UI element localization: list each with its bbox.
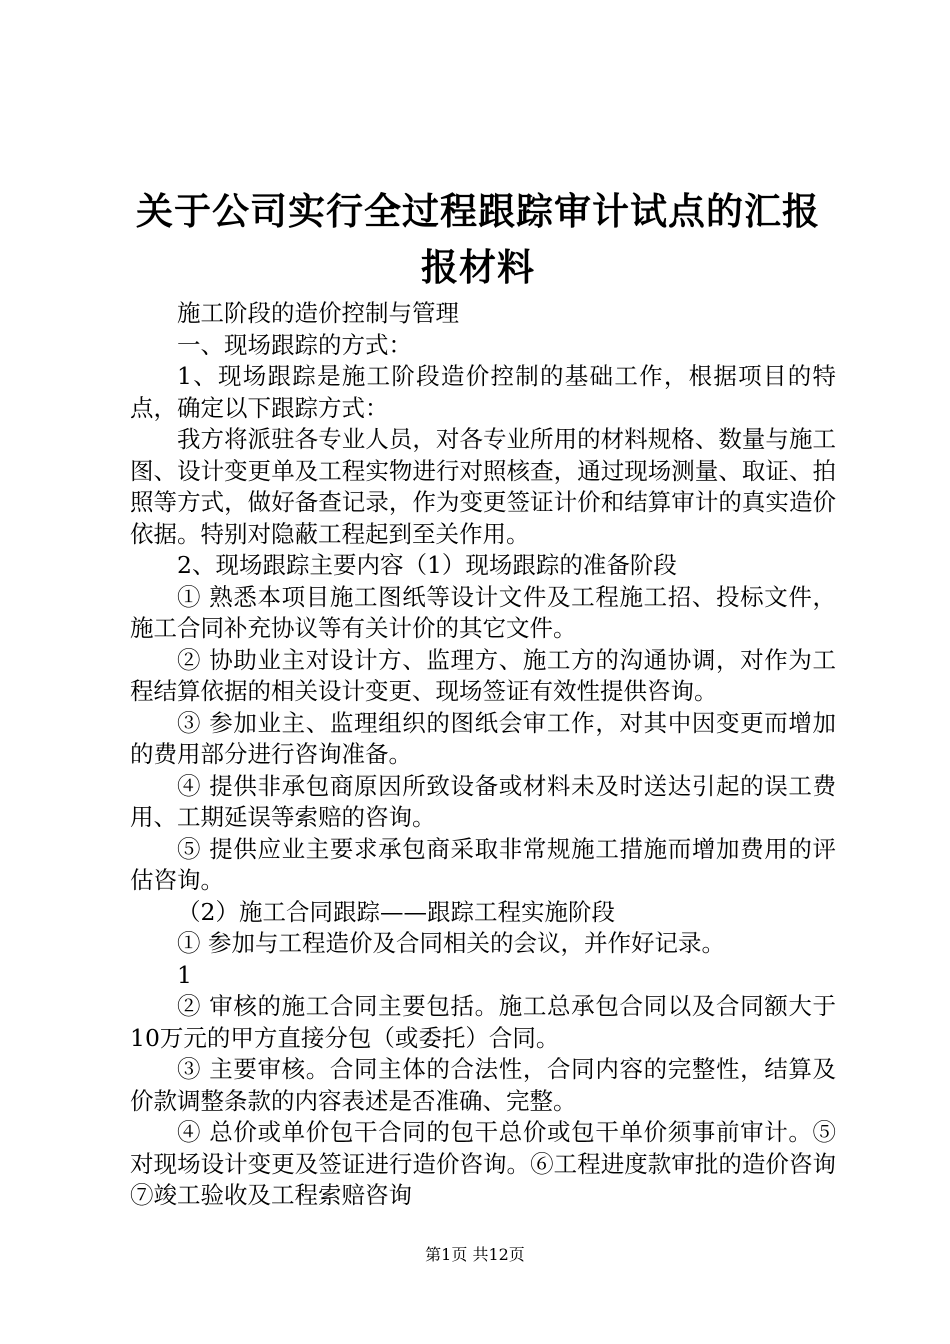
page-footer: 第1页 共12页 xyxy=(425,1245,525,1264)
paragraph: ④ 总价或单价包干合同的包干总价或包干单价须事前审计。⑤对现场设计变更及签证进行造价咨询。⑥工程进度款审批的造价咨询⑦竣工验收及工程索赔咨询 xyxy=(130,1118,836,1209)
paragraph: 2、现场跟踪主要内容（1）现场跟踪的准备阶段 xyxy=(177,551,677,579)
paragraph: 我方将派驻各专业人员，对各专业所用的材料规格、数量与施工图、设计变更单及工程实物进行对照核查，通过现场测量、取证、拍照等方式，做好备查记录，作为变更签证计价和结算审计的真实造价依据。特别对隐蔽工程起到至关作用。 xyxy=(130,425,836,548)
document-title: 关于公司实行全过程跟踪审计试点的汇报报材料 xyxy=(136,190,820,289)
document-body xyxy=(130,298,836,1212)
paragraph: ④ 提供非承包商原因所致设备或材料未及时送达引起的误工费用、工期延误等索赔的咨询。 xyxy=(130,771,836,831)
paragraph: ① 熟悉本项目施工图纸等设计文件及工程施工招、投标文件，施工合同补充协议等有关计价的其它文件。 xyxy=(130,582,836,642)
paragraph: 施工阶段的造价控制与管理 xyxy=(177,299,459,327)
paragraph: 一、现场跟踪的方式： xyxy=(177,330,412,359)
paragraph: ③ 主要审核。合同主体的合法性，合同内容的完整性，结算及价款调整条款的内容表述是否准确、完整。 xyxy=(130,1055,836,1115)
paragraph: 1、现场跟踪是施工阶段造价控制的基础工作，根据项目的特点，确定以下跟踪方式： xyxy=(130,362,836,422)
paragraph: ⑤ 提供应业主要求承包商采取非常规施工措施而增加费用的评估咨询。 xyxy=(130,834,836,894)
paragraph: （2）施工合同跟踪——跟踪工程实施阶段 xyxy=(177,897,615,926)
paragraph: ② 审核的施工合同主要包括。施工总承包合同以及合同额大于10万元的甲方直接分包（或委托）合同。 xyxy=(130,992,836,1052)
paragraph: ① 参加与工程造价及合同相关的会议，并作好记录。 xyxy=(177,929,725,957)
paragraph: ③ 参加业主、监理组织的图纸会审工作，对其中因变更而增加的费用部分进行咨询准备。 xyxy=(130,708,836,768)
paragraph: ② 协助业主对设计方、监理方、施工方的沟通协调，对作为工程结算依据的相关设计变更、现场签证有效性提供咨询。 xyxy=(130,645,836,705)
inline-page-number: 1 xyxy=(177,960,192,989)
